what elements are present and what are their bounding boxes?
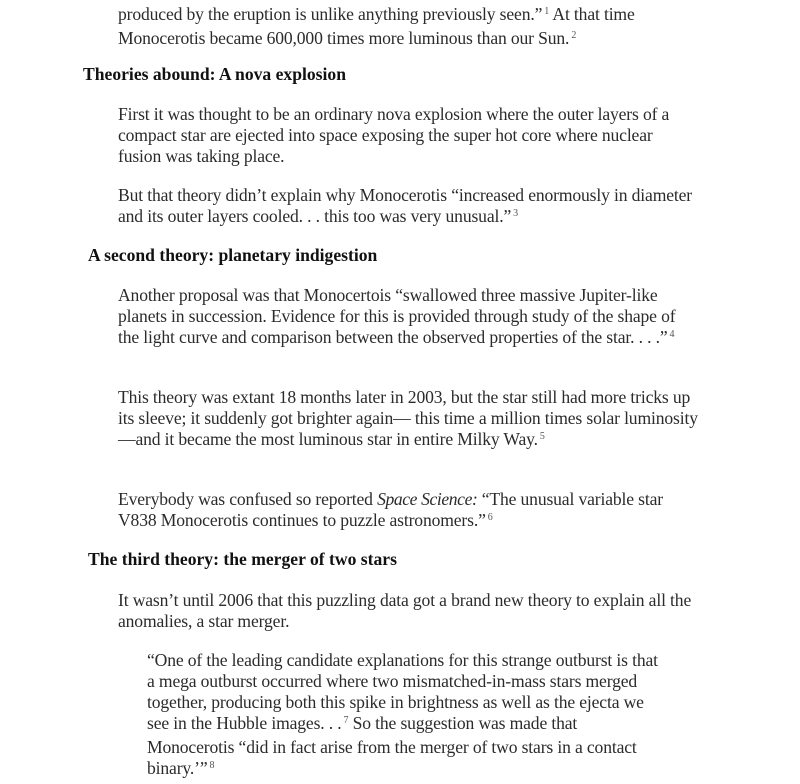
section-heading-merger: The third theory: the merger of two stars	[88, 549, 397, 569]
source-title: Space Science:	[377, 489, 478, 509]
footnote-ref-5[interactable]: 5	[539, 431, 545, 442]
paragraph-text: Another proposal was that Monocertois “swallowed three massive Jupiter-like planets in succession. Evidence for this is provided through study of the shape of the light curve and comparison between the observed properties of the star. . . .”	[118, 285, 676, 347]
footnote-ref-3[interactable]: 3	[513, 208, 518, 219]
footnote-ref-1[interactable]: 1	[544, 6, 550, 17]
footnote-ref-7[interactable]: 7	[343, 715, 349, 726]
paragraph-nova-1: First it was thought to be an ordinary nova explosion where the outer layers of a compact star are ejected into space exposing the super hot core where nuclear fusion was taking place.	[118, 104, 670, 166]
paragraph-text: At that time Monocerotis became 600,000 times more luminous than our Sun.	[118, 4, 635, 48]
section-heading-nova: Theories abound: A nova explosion	[83, 64, 346, 84]
paragraph-text: “The unusual variable star V838 Monocerotis continues to puzzle astronomers.”	[118, 489, 663, 530]
block-quote	[147, 650, 662, 782]
paragraph-text: produced by the eruption is unlike anything previously seen.”	[118, 4, 543, 24]
paragraph-text: But that theory didn’t explain why Monocerotis “increased enormously in diameter and its outer layers cooled. . . this too was very unusual.”	[118, 185, 692, 226]
paragraph-nova-2	[118, 185, 698, 230]
paragraph-text: Everybody was confused so reported	[118, 489, 378, 509]
section-heading-planetary: A second theory: planetary indigestion	[88, 245, 378, 265]
footnote-ref-4[interactable]: 4	[669, 329, 675, 340]
paragraph-planet-2	[118, 387, 698, 453]
paragraph-text: This theory was extant 18 months later in 2003, but the star still had more tricks up its sleeve; it suddenly got brighter again— this time a million times solar luminosity—and it became the most luminous star in entire Milky Way.	[118, 387, 698, 449]
paragraph-planet-3	[118, 489, 698, 534]
footnote-ref-8[interactable]: 8	[209, 760, 215, 771]
footnote-ref-6[interactable]: 6	[487, 512, 493, 523]
footnote-ref-2[interactable]: 2	[571, 30, 577, 41]
quote-text: “One of the leading candidate explanations for this strange outburst is that a mega outburst occurred where two mismatched-in-mass stars merged together, producing both this spike in brightness as well as the ejecta we see in the Hubble images. . .	[147, 650, 658, 733]
paragraph-intro	[118, 4, 698, 52]
paragraph-planet-1	[118, 285, 698, 351]
quote-text: So the suggestion was made that Monocerotis “did in fact arise from the merger of two stars in a contact binary.’”	[147, 713, 637, 778]
paragraph-merger-1: It wasn’t until 2006 that this puzzling data got a brand new theory to explain all the anomalies, a star merger.	[118, 590, 692, 631]
